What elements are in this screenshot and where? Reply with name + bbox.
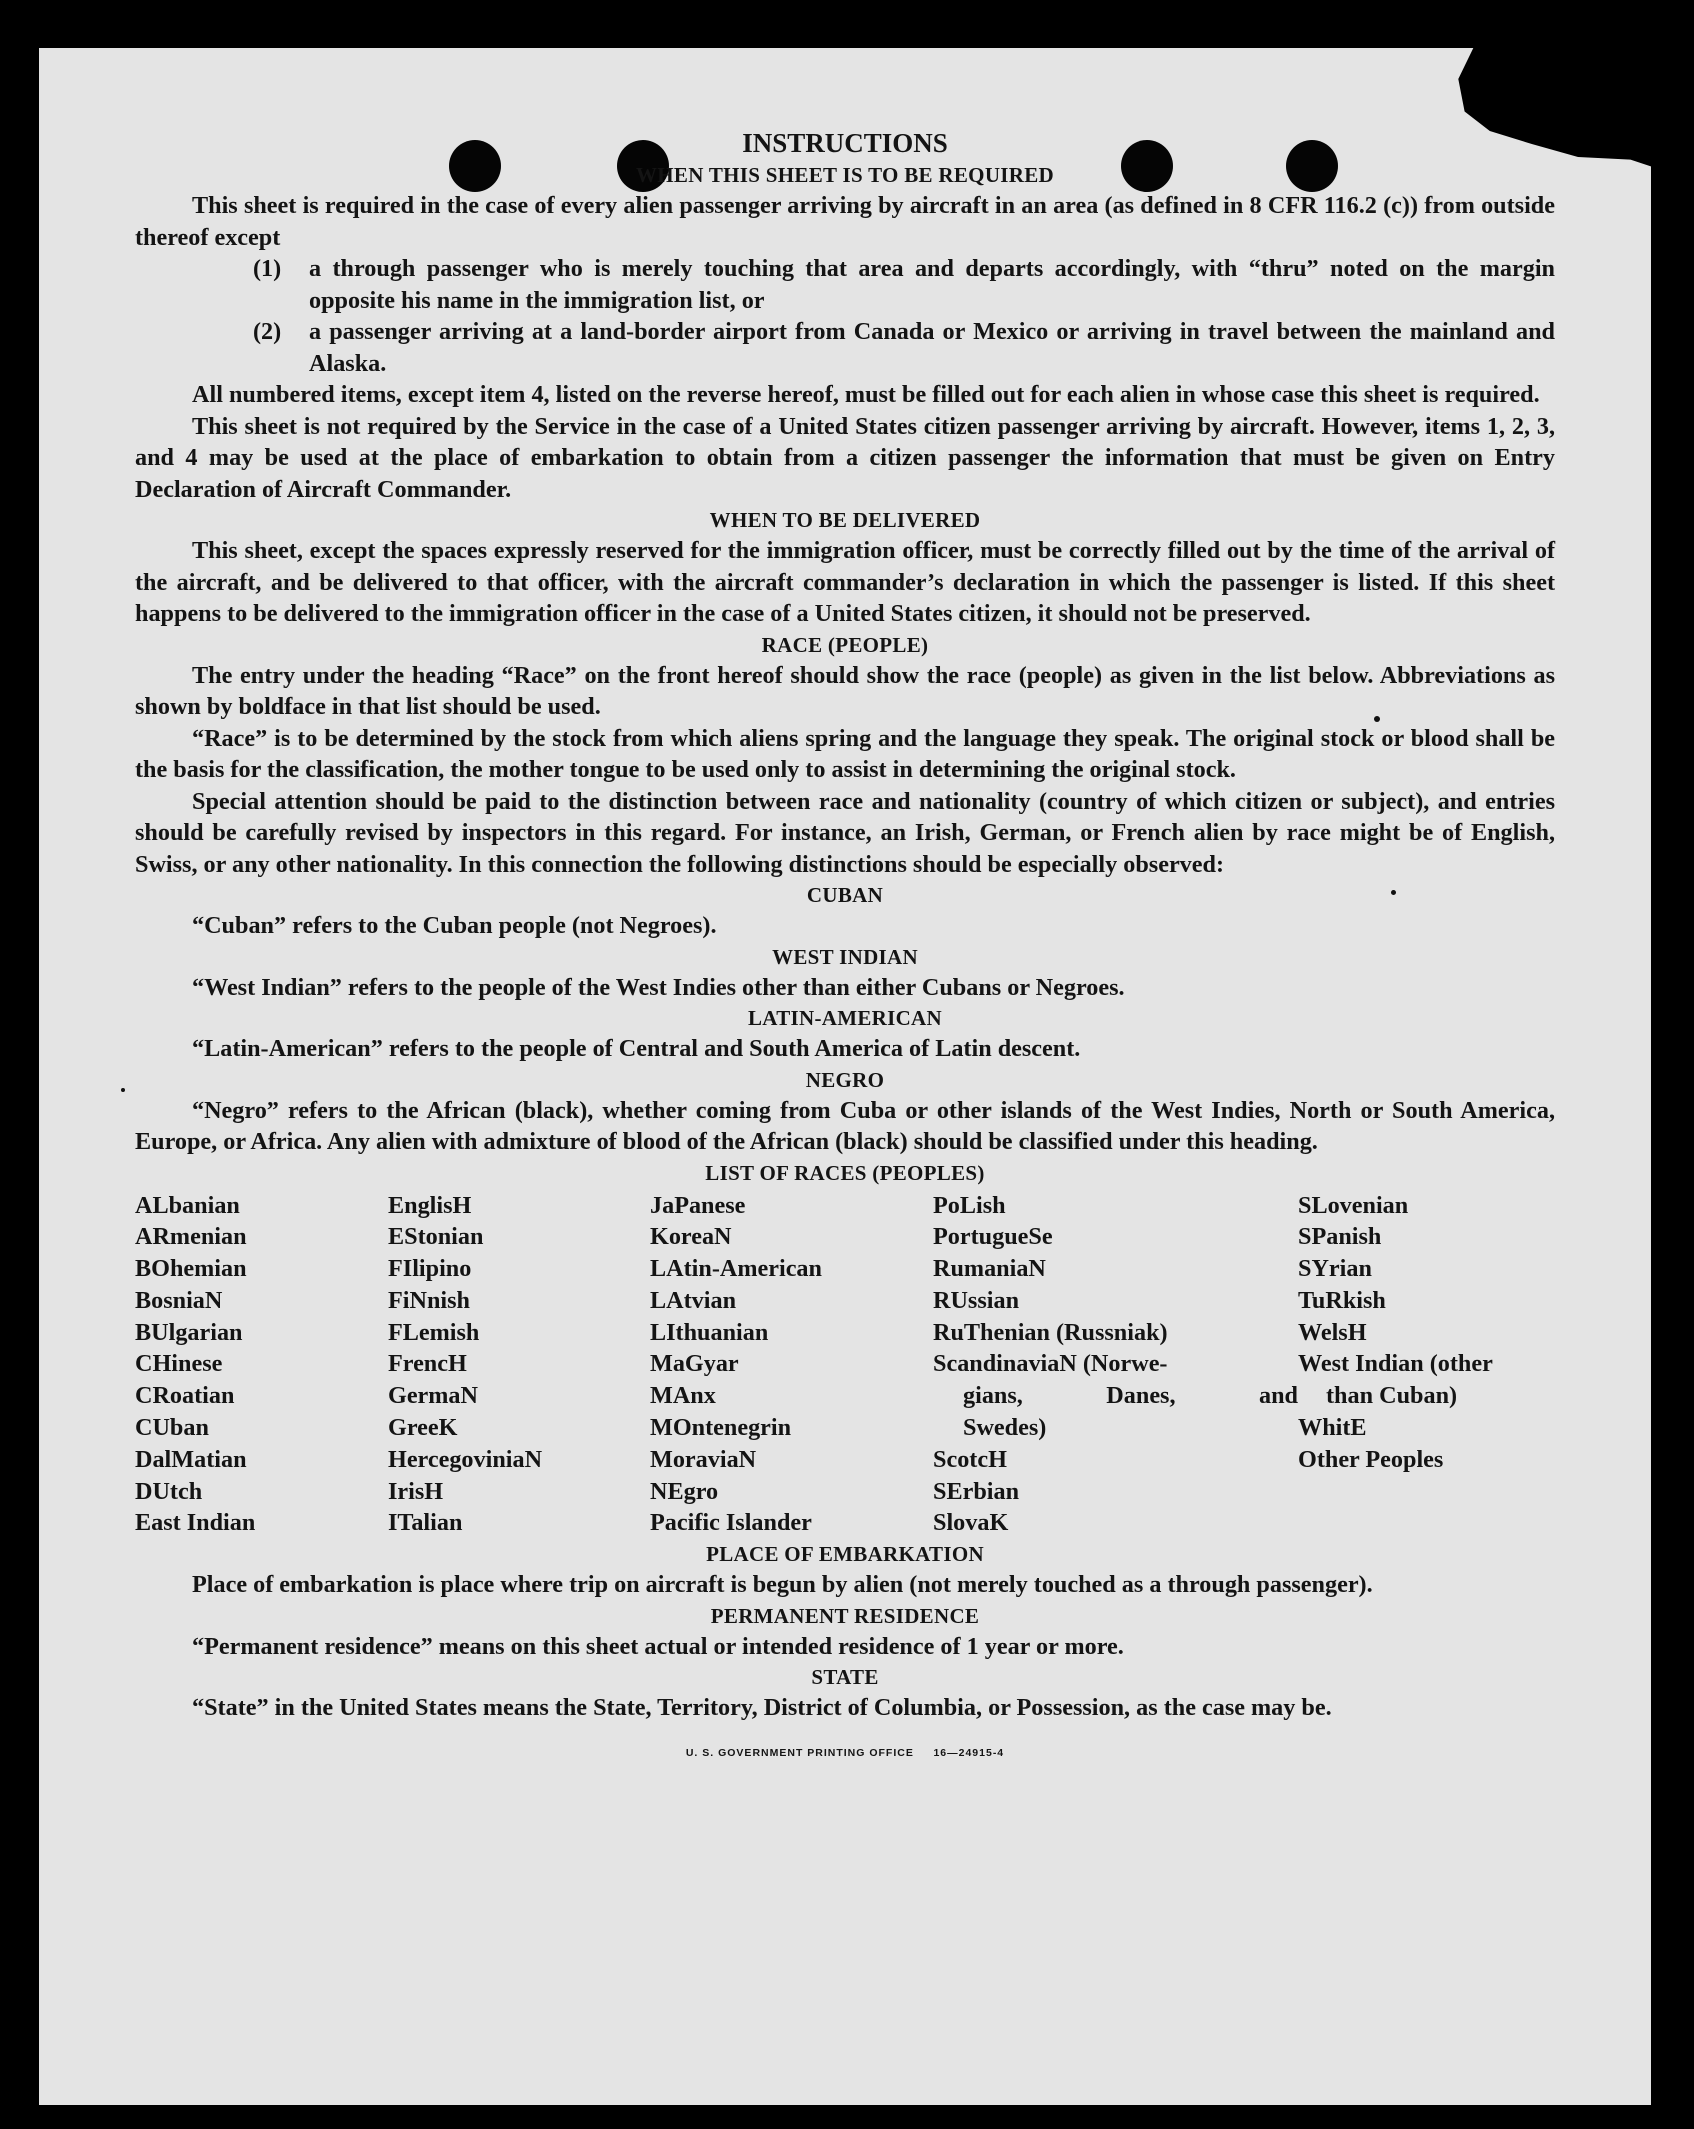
race-entry: EStonian [388,1223,484,1251]
section-heading: RACE (PEOPLE) [761,632,929,657]
section-heading: STATE [811,1665,879,1690]
race-entry: LAtvian [650,1286,737,1314]
race-entry: gians, Danes, and [963,1382,1298,1410]
race-entry: MAnx [650,1382,716,1410]
paragraph: “Negro” refers to the African (black), whether coming from Cuba or other islands of the West Indies, North or South America, Europe, or Africa. Any alien with admixture of blood of the African (black) should be classified under this heading. [135,1096,1555,1155]
race-entry: West Indian (other [1298,1350,1493,1378]
race-entry: FIlipino [388,1255,472,1283]
section-heading: PERMANENT RESIDENCE [710,1603,980,1628]
paragraph: The entry under the heading “Race” on the front hereof should show the race (people) as given in the list below. Abbreviations as shown by boldface in that list should be used. [135,661,1555,720]
race-column [388,1190,650,1540]
race-entry: Pacific Islander [650,1509,812,1537]
race-column [1298,1190,1555,1540]
race-column [135,1190,388,1540]
race-entry: IrisH [388,1477,444,1505]
race-entry: GermaN [388,1382,478,1410]
race-entry: Other Peoples [1298,1445,1444,1473]
race-entry: ScotcH [933,1445,1007,1473]
race-entry: CRoatian [135,1382,235,1410]
race-entry: TuRkish [1298,1286,1386,1314]
race-entry: ScandinaviaN (Norwe- [933,1350,1168,1378]
section-heading: LATIN-AMERICAN [748,1006,942,1030]
printer-imprint: U. S. GOVERNMENT PRINTING OFFICE 16—24915-4 [685,1746,1005,1759]
section-heading: NEGRO [805,1067,885,1092]
race-entry: HercegoviniaN [388,1445,543,1473]
race-entry: CHinese [135,1350,223,1378]
race-entry: SlovaK [933,1509,1009,1537]
race-entry: GreeK [388,1414,458,1442]
race-entry: SLovenian [1298,1191,1409,1219]
race-entry: ARmenian [135,1223,247,1251]
paragraph: “State” in the United States means the State, Territory, District of Columbia, or Possession, as the case may be. [192,1694,1332,1722]
race-entry: MaGyar [650,1350,739,1378]
race-column [650,1190,933,1540]
race-entry: ITalian [388,1509,463,1537]
race-entry: FiNnish [388,1286,470,1314]
race-entry: DUtch [135,1477,203,1505]
speck [121,1088,125,1092]
race-entry: PoLish [933,1191,1006,1219]
race-entry: RumaniaN [933,1255,1046,1283]
section-heading: LIST OF RACES (PEOPLES) [705,1160,985,1185]
race-entry: CUban [135,1414,209,1442]
item-number: (1) [253,255,282,282]
section-heading: PLACE OF EMBARKATION [706,1542,984,1567]
race-entry: BUlgarian [135,1318,243,1346]
item-text: a through passenger who is merely touching that area and departs accordingly, with “thru” noted on the margin opposite his name in the immigration list, or [309,255,1555,314]
race-entry: JaPanese [650,1191,746,1219]
race-column [933,1190,1298,1540]
list-item [135,253,1555,316]
race-entry: LAtin-American [650,1255,822,1283]
paragraph: Special attention should be paid to the distinction between race and nationality (country of which citizen or subject), and entries should be carefully revised by inspectors in this regard. For instance, an Irish, German, or French alien by race might be of English, Swiss, or any other nationality. In this connection the following distinctions should be especially observed: [135,787,1555,878]
section-heading: WHEN THIS SHEET IS TO BE REQUIRED [635,163,1054,187]
race-entry: East Indian [135,1509,256,1537]
paragraph: This sheet is not required by the Service in the case of a United States citizen passenger arriving by aircraft. However, items 1, 2, 3, and 4 may be used at the place of embarkation to obtain from a citizen passenger the information that must be given on Entry Declaration of Aircraft Commander. [135,412,1555,503]
race-entry: WelsH [1298,1318,1367,1346]
race-entry: SErbian [933,1477,1020,1505]
race-entry: FrencH [388,1350,467,1378]
item-text: a passenger arriving at a land-border airport from Canada or Mexico or arriving in travel between the mainland and Alaska. [309,318,1555,377]
paragraph: This sheet, except the spaces expressly reserved for the immigration officer, must be correctly filled out by the time of the arrival of the aircraft, and be delivered to that officer, with the aircraft commander’s declaration in which the passenger is listed. If this sheet happens to be delivered to the immigration officer in the case of a United States citizen, it should not be preserved. [135,537,1555,627]
race-entry: SPanish [1298,1223,1382,1251]
paragraph: “Permanent residence” means on this sheet actual or intended residence of 1 year or more. [192,1632,1124,1660]
section-heading: CUBAN [806,883,884,907]
paragraph: “Latin-American” refers to the people of Central and South America of Latin descent. [192,1035,1081,1062]
paragraph: “West Indian” refers to the people of the West Indies other than either Cubans or Negroes. [192,973,1125,1001]
race-entry: Swedes) [963,1414,1047,1442]
page-title: INSTRUCTIONS [742,128,948,158]
race-entry: RuThenian (Russniak) [933,1318,1168,1346]
race-entry: FLemish [388,1318,480,1346]
paragraph: “Race” is to be determined by the stock from which aliens spring and the language they speak. The original stock or blood shall be the basis for the classification, the mother tongue to be used only to assist in determining the original stock. [135,724,1555,783]
race-entry: PortugueSe [933,1223,1053,1251]
race-entry: MoraviaN [650,1445,757,1473]
race-entry: BosniaN [135,1286,223,1314]
race-entry: NEgro [650,1477,719,1505]
race-list [135,1190,1555,1540]
race-entry: ALbanian [135,1191,240,1219]
race-entry: WhitE [1298,1414,1367,1442]
race-entry: than Cuban) [1326,1382,1458,1410]
list-item [135,316,1555,379]
item-number: (2) [253,318,282,345]
paragraph: All numbered items, except item 4, listed on the reverse hereof, must be filled out for each alien in whose case this sheet is required. [192,381,1540,408]
race-entry: BOhemian [135,1255,247,1283]
section-heading: WHEN TO BE DELIVERED [709,508,981,532]
instructions-text [135,126,1555,1769]
race-entry: DalMatian [135,1445,247,1473]
race-entry: LIthuanian [650,1318,769,1346]
race-entry: EnglisH [388,1191,472,1219]
paragraph: This sheet is required in the case of every alien passenger arriving by aircraft in an area (as defined in 8 CFR 116.2 (c)) from outside thereof except [135,192,1555,251]
paragraph: Place of embarkation is place where trip on aircraft is begun by alien (not merely touched as a through passenger). [192,1571,1373,1599]
race-entry: KoreaN [650,1223,732,1251]
race-entry: SYrian [1298,1255,1372,1283]
section-heading: WEST INDIAN [772,944,918,969]
race-entry: MOntenegrin [650,1414,792,1442]
paragraph: “Cuban” refers to the Cuban people (not Negroes). [192,912,717,939]
race-entry: RUssian [933,1286,1020,1314]
